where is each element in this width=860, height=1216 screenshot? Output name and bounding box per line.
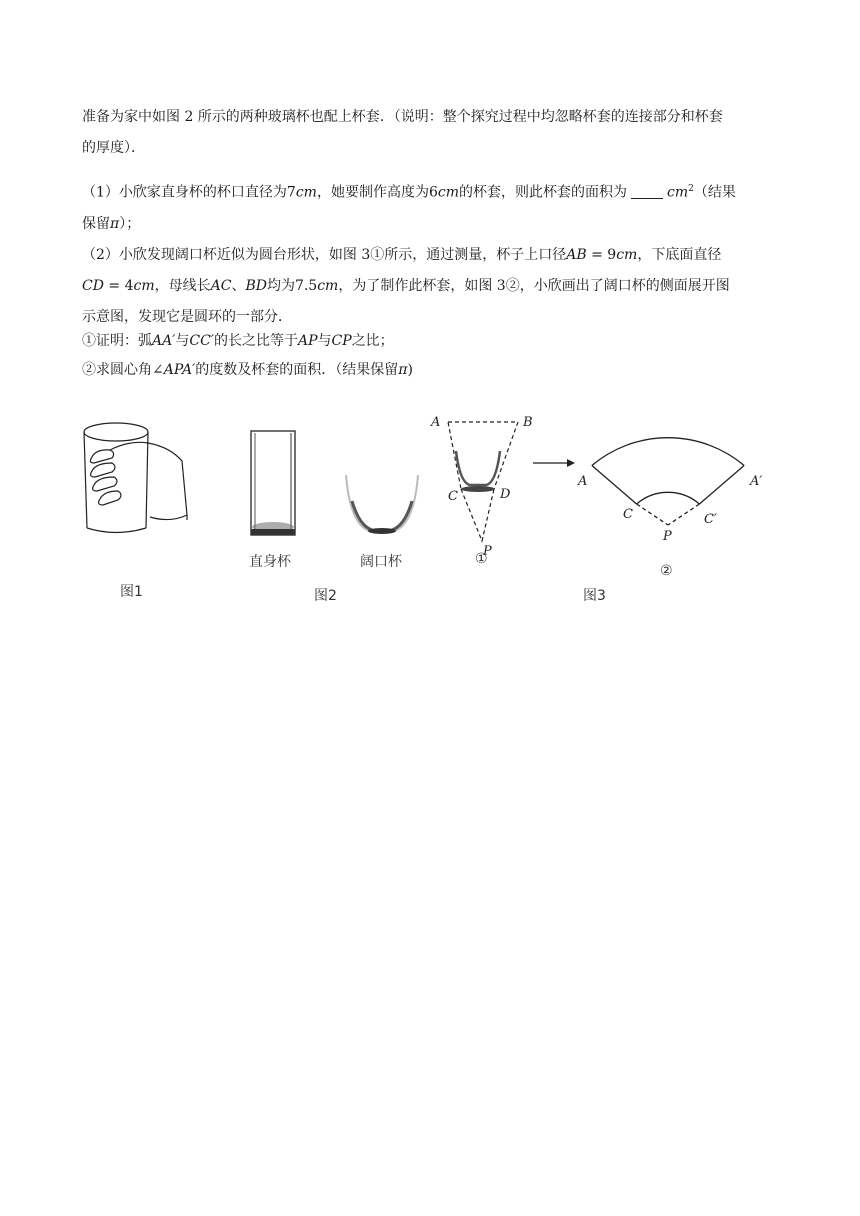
point-D: D bbox=[500, 487, 511, 502]
figures-row bbox=[70, 405, 790, 610]
question-2-line-3: 示意图，发现它是圆环的一部分． bbox=[82, 309, 292, 325]
intro-line-1: 准备为家中如图 2 所示的两种玻璃杯也配上杯套．（说明：整个探究过程中均忽略杯套的连接部分和杯套 bbox=[82, 109, 723, 125]
question-1-line-1: （1）小欣家直身杯的杯口直径为7cm，她要制作高度为6cm的杯套，则此杯套的面积为 $cm^2$（结果 bbox=[82, 184, 736, 201]
answer-blank[interactable] bbox=[631, 184, 663, 199]
sector-point-C: C bbox=[623, 507, 633, 522]
figure-3-frustum-diagram bbox=[430, 415, 533, 559]
point-A: A bbox=[431, 415, 441, 430]
question-1-line-2: 保留π）； bbox=[82, 215, 141, 232]
label-sub-1: ① bbox=[475, 551, 488, 567]
part-1: ①证明：弧AA′与CC′的长之比等于AP与CP之比； bbox=[82, 333, 394, 349]
question-2 bbox=[82, 240, 782, 333]
figure-3-sector-diagram bbox=[592, 438, 744, 525]
sector-point-A: A bbox=[578, 474, 588, 489]
figures-drawing bbox=[70, 405, 790, 610]
label-sub-2: ② bbox=[660, 563, 673, 579]
point-P: P bbox=[483, 544, 492, 559]
question-1 bbox=[82, 174, 782, 240]
problem-intro bbox=[82, 102, 782, 164]
sector-point-P: P bbox=[663, 529, 672, 544]
caption-fig-1: 图1 bbox=[120, 584, 143, 600]
arrow-icon bbox=[533, 459, 575, 467]
point-C: C bbox=[448, 489, 458, 504]
question-2-line-1: （2）小欣发现阔口杯近似为圆台形状，如图 3①所示，通过测量，杯子上口径AB = 9cm，下底面直径 bbox=[82, 247, 722, 263]
label-straight-cup: 直身杯 bbox=[249, 554, 291, 570]
figure-2-wide-glass bbox=[346, 475, 418, 534]
intro-line-2: 的厚度）． bbox=[82, 140, 145, 156]
sector-point-A-prime: A′ bbox=[750, 474, 763, 489]
caption-fig-3: 图3 bbox=[583, 588, 606, 604]
figure-1-cup-in-hand bbox=[84, 423, 187, 533]
question-2-line-2: CD = 4cm，母线长AC、BD均为7.5cm，为了制作此杯套，如图 3②，小欣画出了阔口杯的侧面展开图 bbox=[82, 278, 730, 294]
label-wide-cup: 阔口杯 bbox=[360, 554, 402, 570]
sector-point-C-prime: C′ bbox=[704, 512, 717, 527]
point-B: B bbox=[523, 415, 533, 430]
figure-2-straight-glass bbox=[251, 431, 295, 535]
caption-fig-2: 图2 bbox=[314, 588, 337, 604]
part-2: ②求圆心角∠APA′的度数及杯套的面积．（结果保留π) bbox=[82, 362, 413, 378]
